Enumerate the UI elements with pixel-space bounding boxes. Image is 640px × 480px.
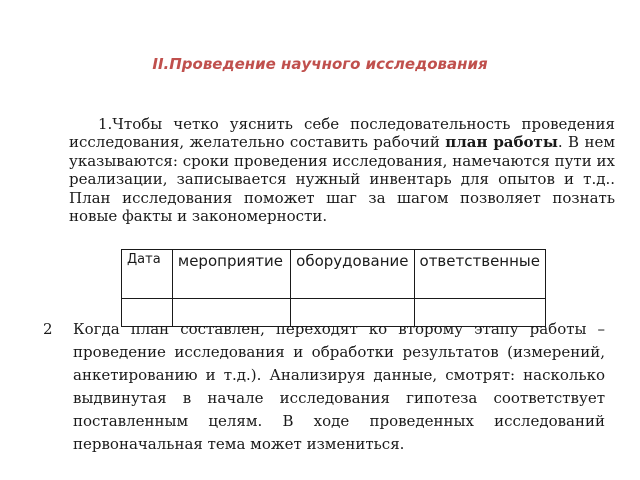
header-equipment: оборудование [291, 250, 414, 299]
paragraph-2-text: Когда план составлен, переходят ко второму этапу работы – проведение исследования и обработки результатов (измерений, анкетированию и т.д.). Анализируя данные, смотрят: насколько выдвинутая в начале исследования гипотеза соответствует поставленным целям. В ходе проведенных исследований первоначальная тема может измениться. [73, 320, 605, 453]
paragraph-1-text-after: . В нем указываются: сроки проведения исследования, намечаются пути их реализации, записывается нужный инвентарь для опытов и т.д.. План исследования поможет шаг за шагом позволяет познать новые факты и закономерности. [69, 133, 615, 226]
paragraph-1-bold-phrase: план работы [445, 133, 558, 152]
paragraph-2 [43, 318, 605, 456]
list-number: 2 [43, 320, 53, 338]
section-heading: II.Проведение научного исследования [152, 55, 488, 73]
header-date: Дата [122, 250, 173, 299]
header-activity: мероприятие [172, 250, 290, 299]
table-header-row [122, 250, 546, 299]
header-responsible: ответственные [414, 250, 545, 299]
paragraph-1-text-before: 1.Чтобы четко уяснить себе последовательность проведения исследования, желательно составить рабочий [69, 115, 615, 152]
work-plan-table [121, 249, 546, 327]
paragraph-1 [69, 115, 615, 225]
